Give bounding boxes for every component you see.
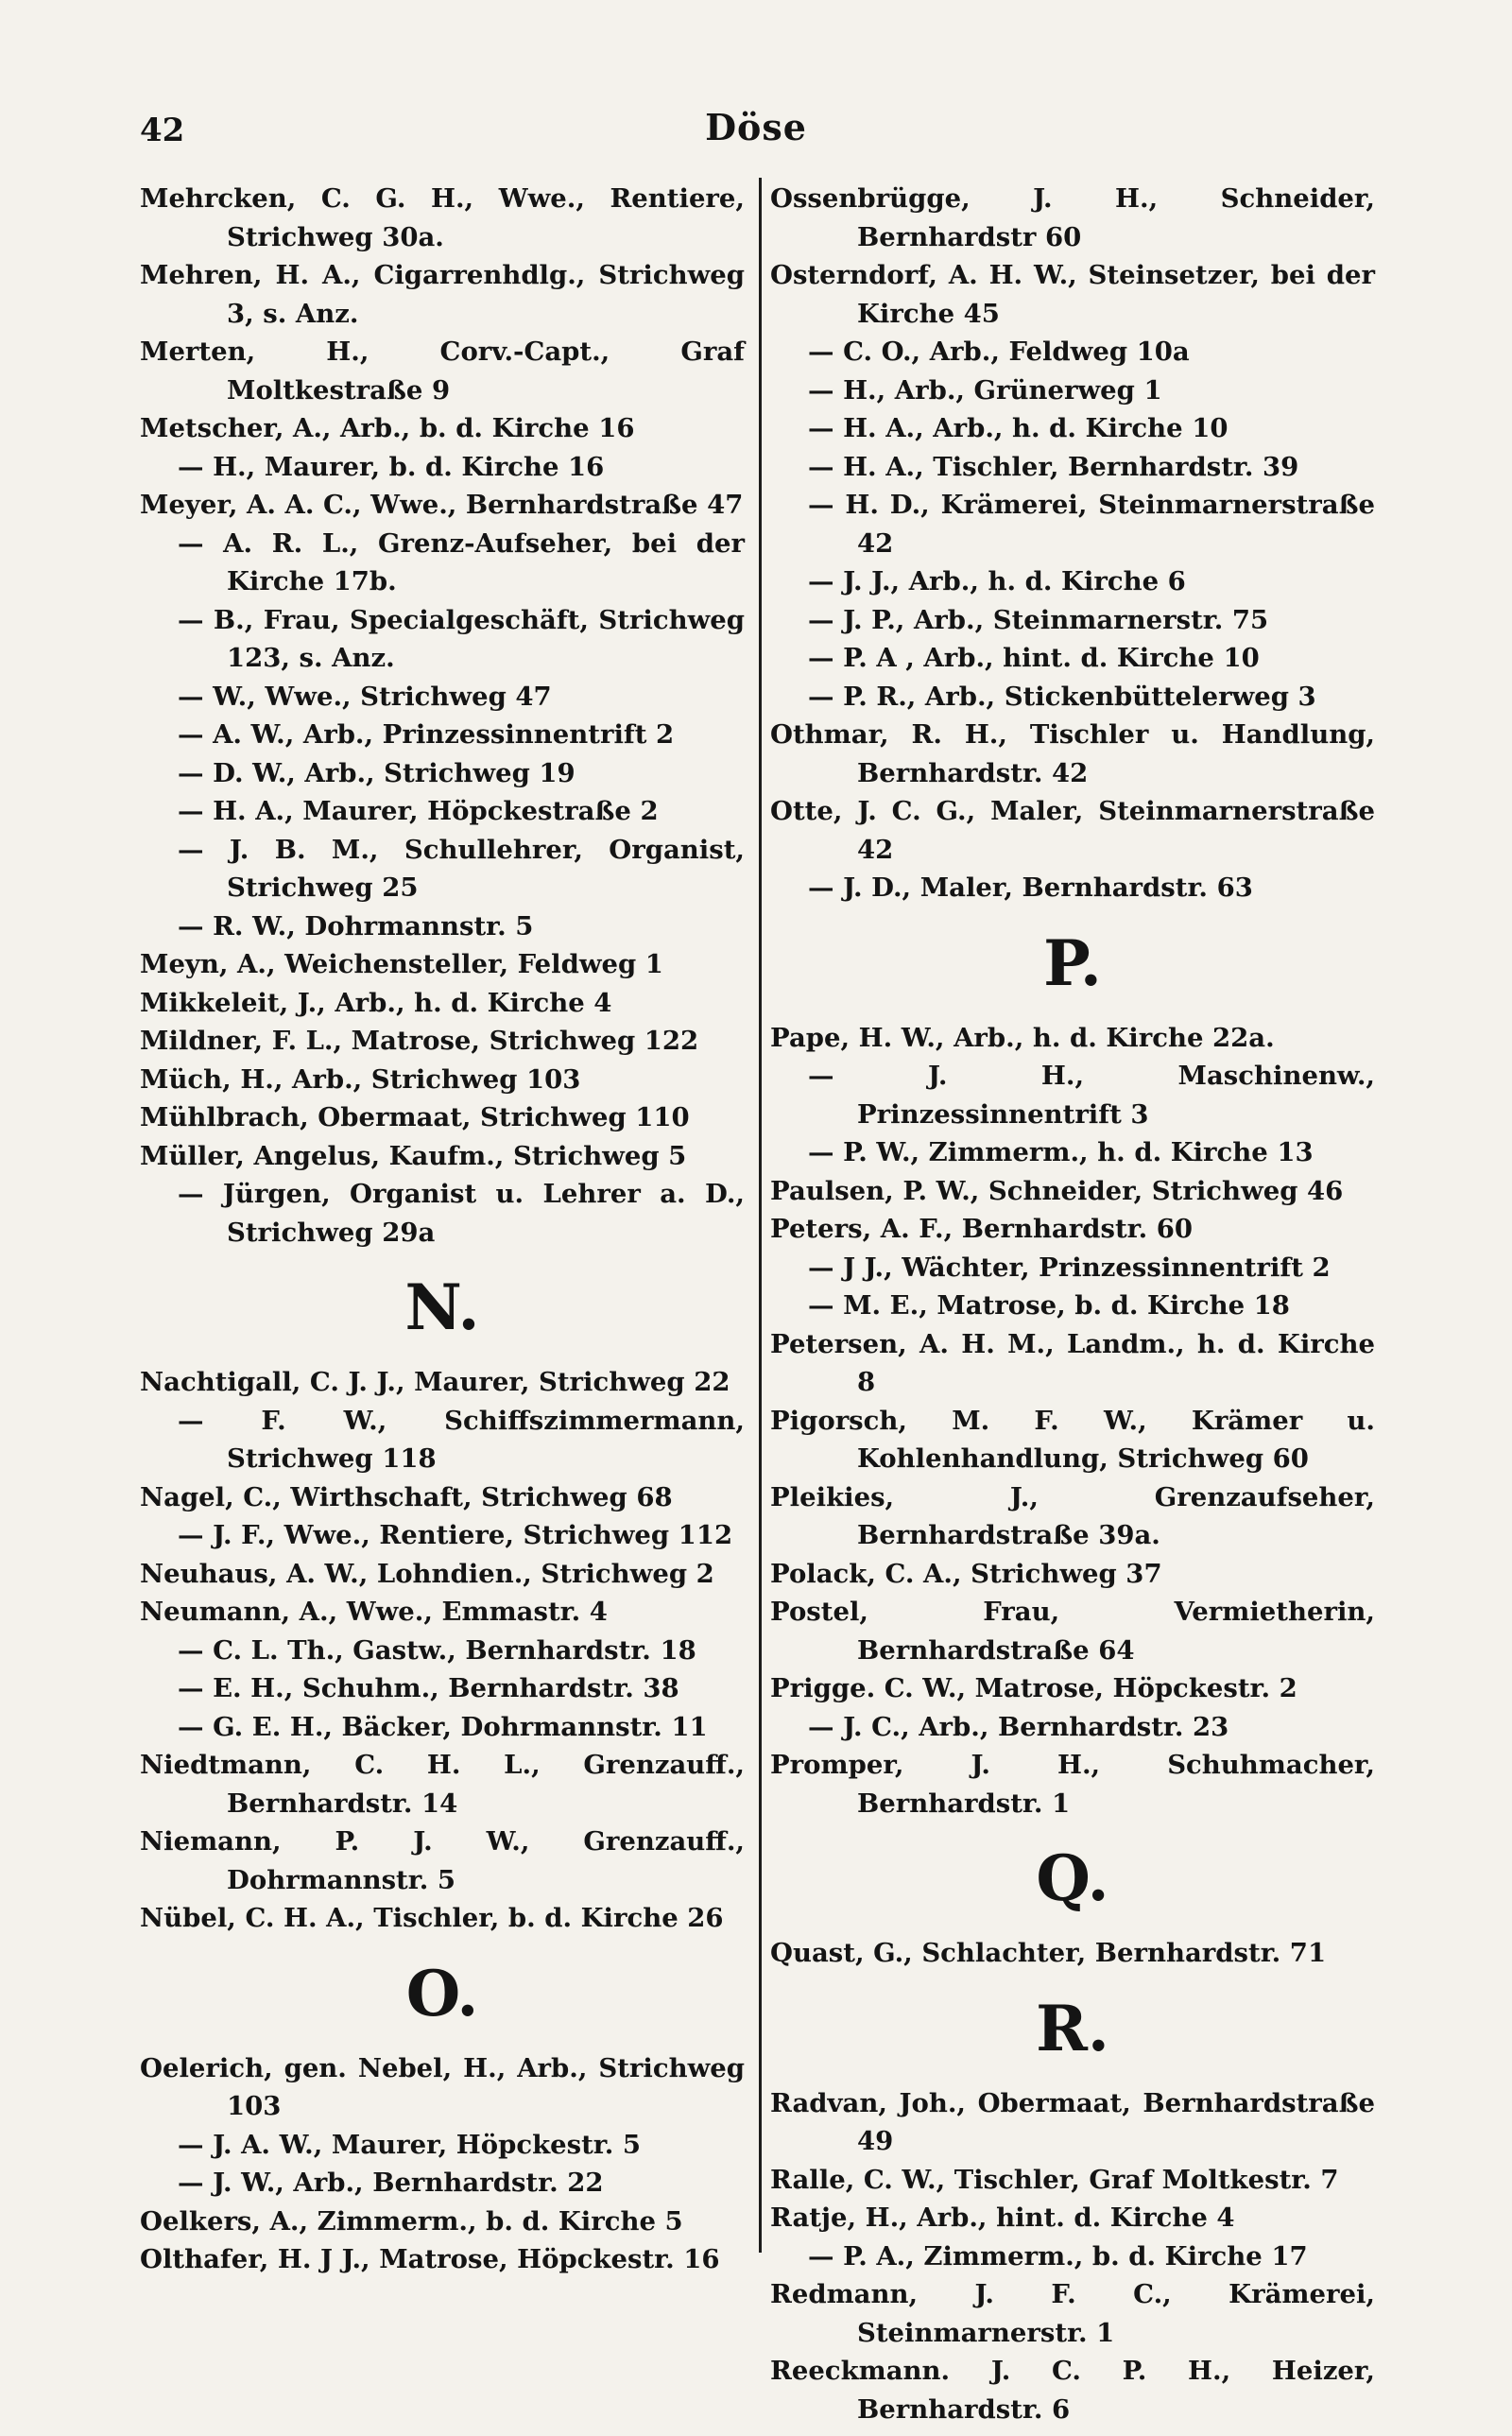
directory-subentry: — W., Wwe., Strichweg 47 <box>178 681 552 712</box>
directory-entry: Promper, J. H., Schuhmacher, Bernhardstr. 1 <box>770 1750 1375 1819</box>
directory-subentry: — Jürgen, Organist u. Lehrer a. D., Strichweg 29a <box>178 1179 745 1248</box>
directory-entry: Paulsen, P. W., Schneider, Strichweg 46 <box>770 1175 1344 1206</box>
page-number: 42 <box>140 112 185 149</box>
directory-entry: Müller, Angelus, Kaufm., Strichweg 5 <box>140 1140 687 1171</box>
directory-entry: Nachtigall, C. J. J., Maurer, Strichweg 22 <box>140 1367 730 1397</box>
directory-subentry: — P. A., Zimmerm., b. d. Kirche 17 <box>808 2240 1308 2272</box>
directory-subentry: — P. W., Zimmerm., h. d. Kirche 13 <box>808 1137 1314 1167</box>
running-title: Döse <box>705 106 807 148</box>
directory-entry: Müch, H., Arb., Strichweg 103 <box>140 1063 581 1095</box>
directory-entry: Reeckmann. J. C. P. H., Heizer, Bernhardstr. 6 <box>770 2356 1375 2425</box>
directory-entry: Peters, A. F., Bernhardstr. 60 <box>770 1214 1194 1244</box>
directory-subentry: — J. D., Maler, Bernhardstr. 63 <box>808 872 1253 903</box>
directory-subentry: — J. F., Wwe., Rentiere, Strichweg 112 <box>178 1520 733 1550</box>
directory-subentry: — J. A. W., Maurer, Höpckestr. 5 <box>178 2129 642 2160</box>
directory-entry: Ossenbrügge, J. H., Schneider, Bernhardstr 60 <box>770 183 1375 252</box>
directory-entry: Niemann, P. J. W., Grenzauff., Dohrmannstr. 5 <box>140 1826 745 1895</box>
directory-entry: Osterndorf, A. H. W., Steinsetzer, bei der Kirche 45 <box>770 260 1375 329</box>
directory-subentry: — J. P., Arb., Steinmarnerstr. 75 <box>808 604 1269 635</box>
directory-entry: Mehrcken, C. G. H., Wwe., Rentiere, Strichweg 30a. <box>140 183 745 252</box>
directory-subentry: — J. W., Arb., Bernhardstr. 22 <box>178 2168 604 2198</box>
directory-subentry: — D. W., Arb., Strichweg 19 <box>178 757 576 788</box>
section-letter: P. <box>1043 925 1102 1000</box>
directory-entry: Ralle, C. W., Tischler, Graf Moltkestr. 7 <box>770 2164 1339 2195</box>
directory-subentry: — J. H., Maschinenw., Prinzessinnentrift 3 <box>808 1061 1375 1130</box>
directory-entry: Mildner, F. L., Matrose, Strichweg 122 <box>140 1026 699 1056</box>
directory-entry: Meyer, A. A. C., Wwe., Bernhardstraße 47 <box>140 490 744 520</box>
directory-entry: Mühlbrach, Obermaat, Strichweg 110 <box>140 1102 690 1132</box>
directory-entry: Ratje, H., Arb., hint. d. Kirche 4 <box>770 2203 1235 2233</box>
directory-entry: Redmann, J. F. C., Krämerei, Steinmarnerstr. 1 <box>770 2279 1375 2348</box>
directory-subentry: — F. W., Schiffszimmermann, Strichweg 118 <box>178 1405 745 1474</box>
directory-subentry: — A. R. L., Grenz-Aufseher, bei der Kirche 17b. <box>178 527 745 596</box>
directory-subentry: — H. A., Arb., h. d. Kirche 10 <box>808 413 1228 443</box>
directory-subentry: — H. D., Krämerei, Steinmarnerstraße 42 <box>808 490 1375 559</box>
directory-entry: Radvan, Joh., Obermaat, Bernhardstraße 49 <box>770 2087 1375 2156</box>
directory-entry: Niedtmann, C. H. L., Grenzauff., Bernhardstr. 14 <box>140 1750 745 1819</box>
directory-subentry: — G. E. H., Bäcker, Dohrmannstr. 11 <box>178 1711 708 1742</box>
directory-subentry: — C. O., Arb., Feldweg 10a <box>808 337 1190 367</box>
directory-entry: Nübel, C. H. A., Tischler, b. d. Kirche 26 <box>140 1903 724 1933</box>
directory-entry: Pleikies, J., Grenzaufseher, Bernhardstraße 39a. <box>770 1481 1375 1550</box>
directory-entry: Oelkers, A., Zimmerm., b. d. Kirche 5 <box>140 2205 683 2237</box>
directory-entry: Oelerich, gen. Nebel, H., Arb., Strichweg 103 <box>140 2052 745 2121</box>
directory-entry: Postel, Frau, Vermietherin, Bernhardstraße 64 <box>770 1597 1375 1666</box>
section-letter: Q. <box>1036 1841 1109 1915</box>
directory-subentry: — H. A., Tischler, Bernhardstr. 39 <box>808 451 1299 482</box>
directory-entry: Polack, C. A., Strichweg 37 <box>770 1558 1162 1589</box>
directory-entry: Meyn, A., Weichensteller, Feldweg 1 <box>140 949 663 979</box>
directory-entry: Mikkeleit, J., Arb., h. d. Kirche 4 <box>140 987 612 1018</box>
directory-subentry: — R. W., Dohrmannstr. 5 <box>178 910 534 942</box>
directory-subentry: — C. L. Th., Gastw., Bernhardstr. 18 <box>178 1634 696 1666</box>
directory-entry: Otte, J. C. G., Maler, Steinmarnerstraße 42 <box>770 796 1375 865</box>
column-divider <box>759 178 762 2253</box>
directory-entry: Neumann, A., Wwe., Emmastr. 4 <box>140 1597 608 1627</box>
right-column <box>770 180 1375 2428</box>
directory-entry: Metscher, A., Arb., b. d. Kirche 16 <box>140 413 635 443</box>
directory-entry: Prigge. C. W., Matrose, Höpckestr. 2 <box>770 1673 1297 1703</box>
directory-subentry: — A. W., Arb., Prinzessinnentrift 2 <box>178 719 675 750</box>
directory-entry: Neuhaus, A. W., Lohndien., Strichweg 2 <box>140 1558 714 1589</box>
directory-entry: Merten, H., Corv.-Capt., Graf Moltkestraße 9 <box>140 337 745 406</box>
directory-subentry: — E. H., Schuhm., Bernhardstr. 38 <box>178 1673 679 1703</box>
directory-subentry: — J. C., Arb., Bernhardstr. 23 <box>808 1711 1229 1742</box>
directory-subentry: — H., Arb., Grünerweg 1 <box>808 374 1162 406</box>
directory-entry: Quast, G., Schlachter, Bernhardstr. 71 <box>770 1938 1327 1968</box>
directory-entry: Olthafer, H. J J., Matrose, Höpckestr. 16 <box>140 2244 720 2274</box>
directory-subentry: — J. B. M., Schullehrer, Organist, Strichweg 25 <box>178 834 745 903</box>
directory-entry: Petersen, A. H. M., Landm., h. d. Kirche 8 <box>770 1328 1375 1397</box>
directory-subentry: — J. J., Arb., h. d. Kirche 6 <box>808 566 1186 596</box>
directory-entry: Nagel, C., Wirthschaft, Strichweg 68 <box>140 1481 673 1512</box>
directory-subentry: — P. A , Arb., hint. d. Kirche 10 <box>808 643 1260 673</box>
directory-entry: Pape, H. W., Arb., h. d. Kirche 22a. <box>770 1022 1275 1053</box>
directory-subentry: — H., Maurer, b. d. Kirche 16 <box>178 451 605 482</box>
left-column <box>140 180 745 2279</box>
directory-entry: Mehren, H. A., Cigarrenhdlg., Strichweg 3, s. Anz. <box>140 260 745 329</box>
section-letter: O. <box>405 1956 479 2030</box>
directory-subentry: — H. A., Maurer, Höpckestraße 2 <box>178 796 659 826</box>
directory-entry: Othmar, R. H., Tischler u. Handlung, Bernhardstr. 42 <box>770 719 1375 788</box>
directory-subentry: — P. R., Arb., Stickenbüttelerweg 3 <box>808 681 1316 712</box>
directory-subentry: — M. E., Matrose, b. d. Kirche 18 <box>808 1290 1290 1321</box>
directory-subentry: — B., Frau, Specialgeschäft, Strichweg 123, s. Anz. <box>178 604 745 673</box>
section-letter: R. <box>1036 1991 1109 2065</box>
directory-entry: Pigorsch, M. F. W., Krämer u. Kohlenhandlung, Strichweg 60 <box>770 1405 1375 1474</box>
directory-subentry: — J J., Wächter, Prinzessinnentrift 2 <box>808 1252 1331 1283</box>
section-letter: N. <box>404 1270 480 1344</box>
